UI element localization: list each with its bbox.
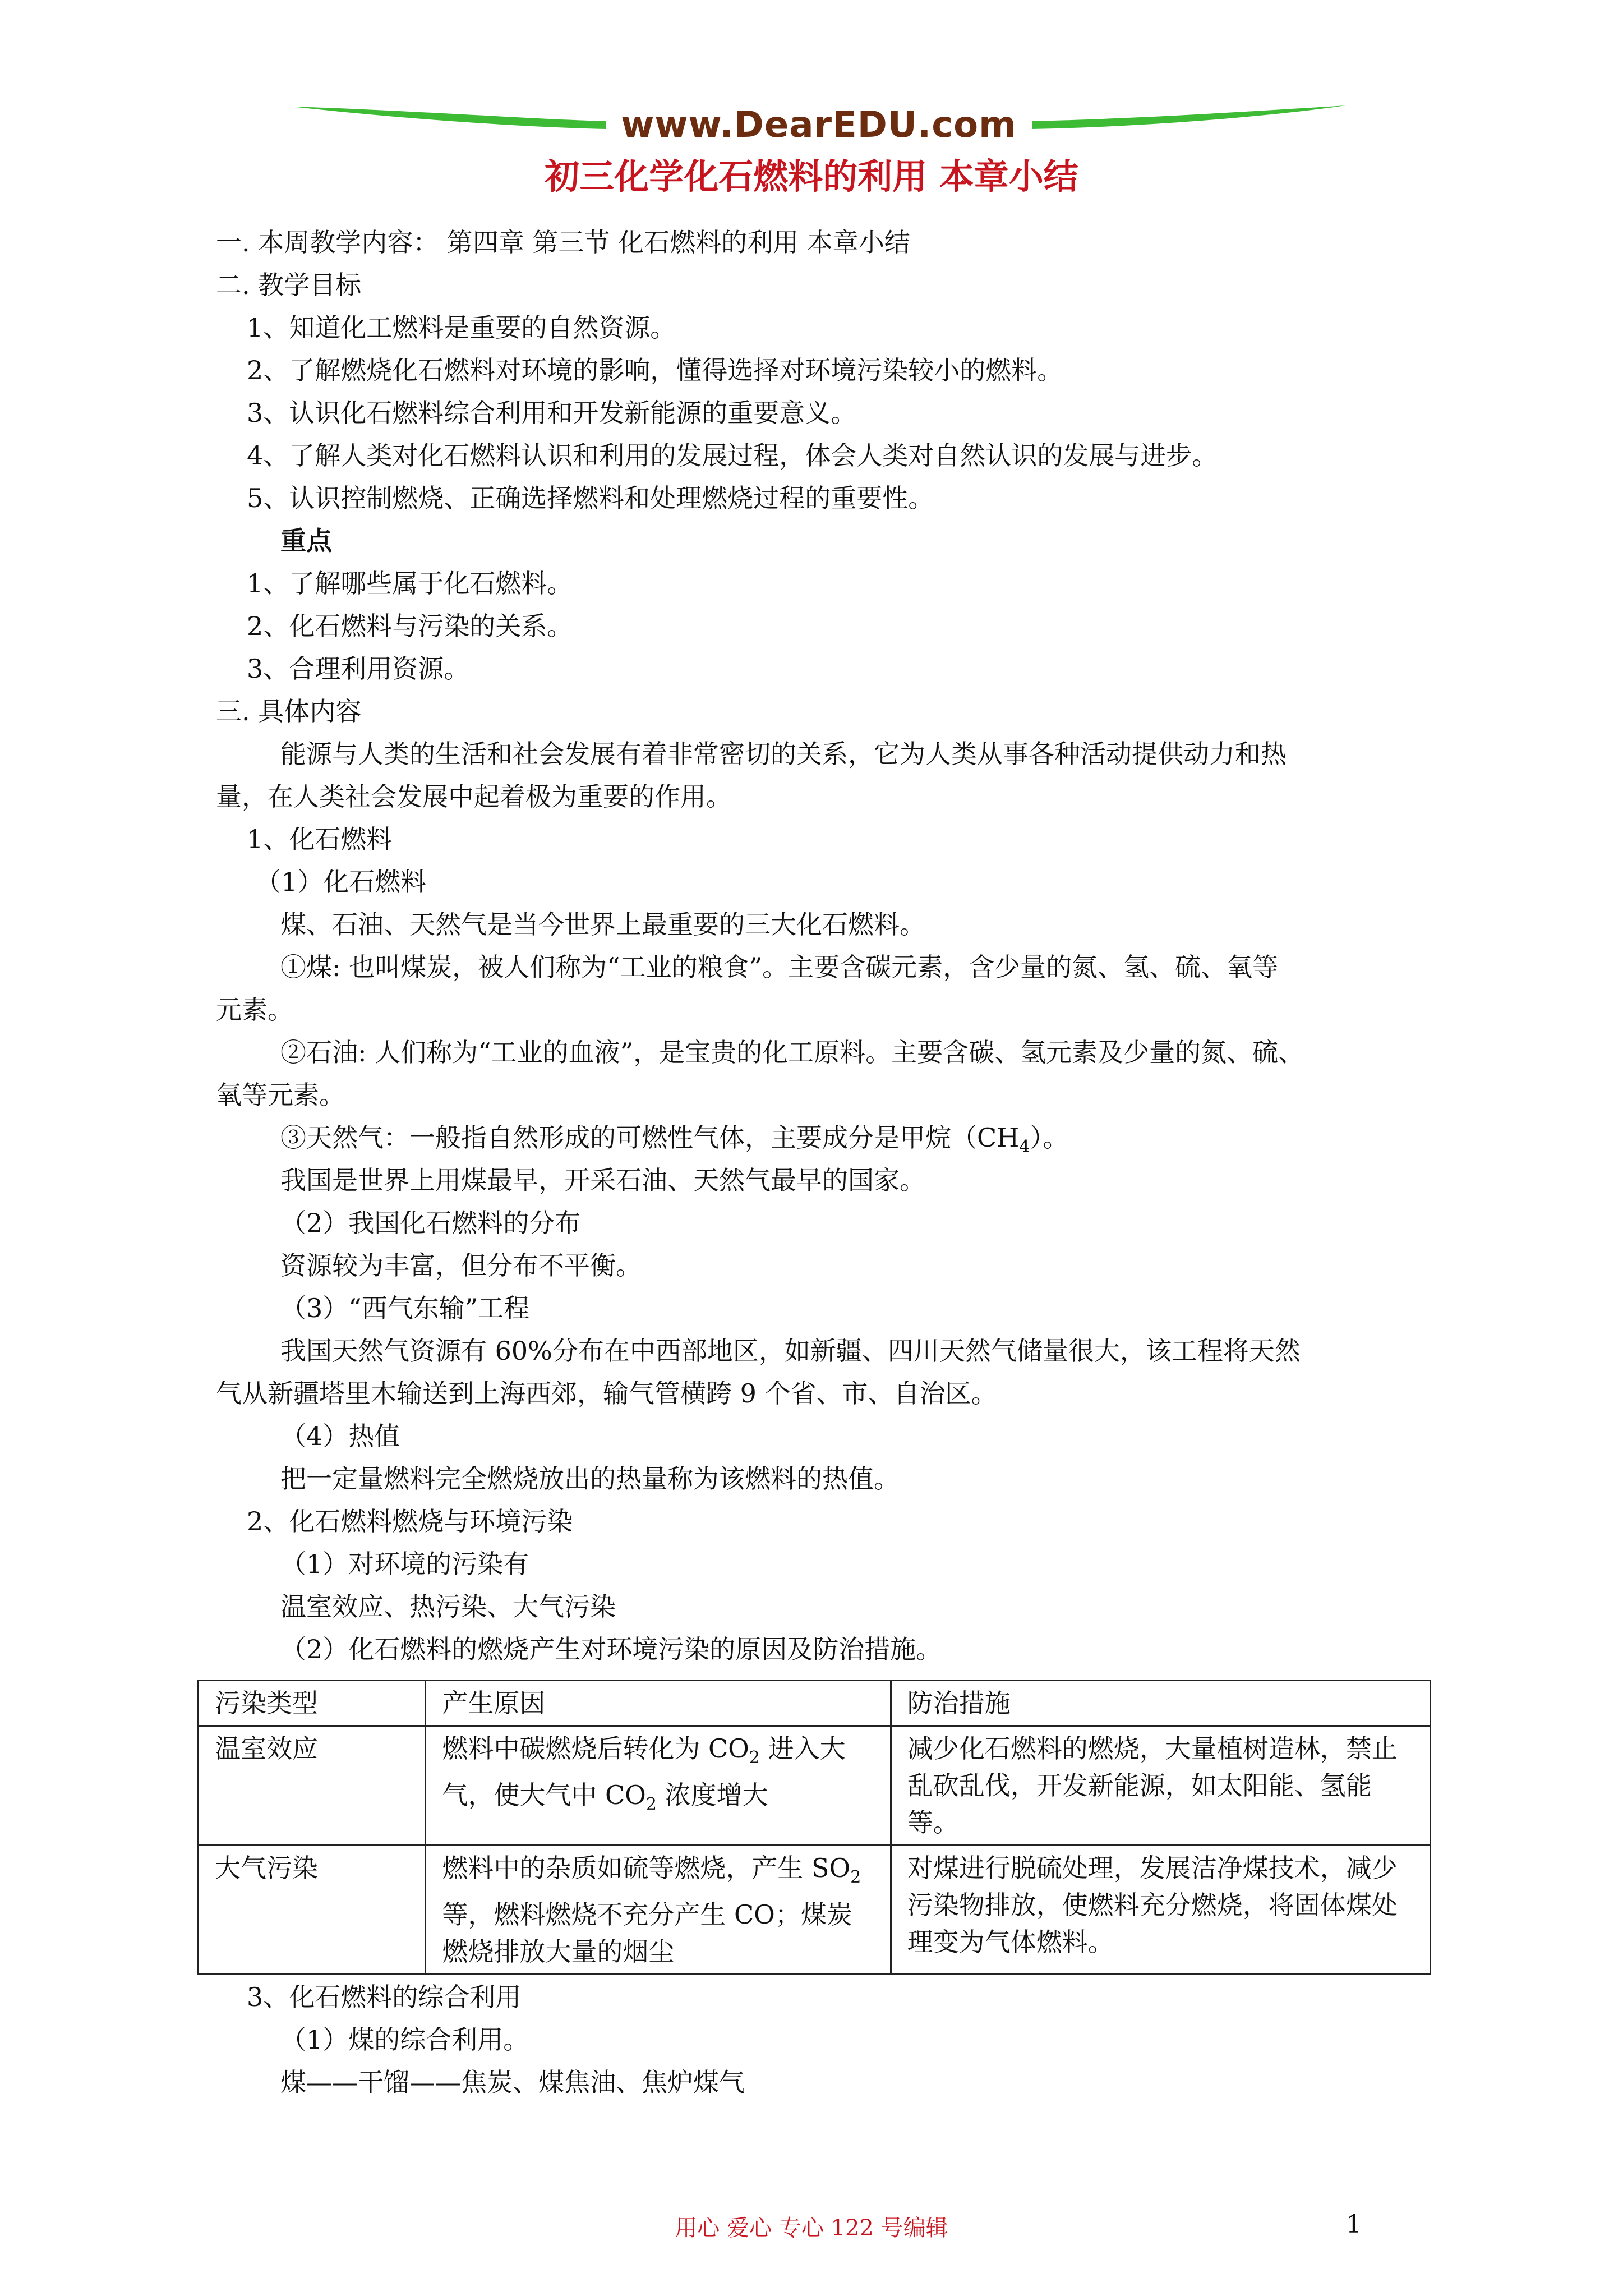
- subscript: 2: [850, 1867, 861, 1888]
- paragraph: 量，在人类社会发展中起着极为重要的作用。: [216, 781, 732, 812]
- site-url[interactable]: www.DearEDU.com: [621, 104, 1017, 146]
- text: 燃料中碳燃烧后转化为 CO: [442, 1733, 749, 1764]
- goal-item: 4、了解人类对化石燃料认识和利用的发展过程，体会人类对自然认识的发展与进步。: [247, 440, 1218, 471]
- table-row: [199, 1726, 1431, 1846]
- section-2-heading: 二. 教学目标: [216, 270, 362, 300]
- paragraph: 把一定量燃料完全燃烧放出的热量称为该燃料的热值。: [280, 1464, 900, 1494]
- paragraph: 煤、石油、天然气是当今世界上最重要的三大化石燃料。: [280, 909, 925, 940]
- paragraph: 元素。: [216, 995, 293, 1025]
- table-cell: 大气污染: [199, 1846, 426, 1975]
- table-header-row: [199, 1681, 1431, 1726]
- subheading: （2）化石燃料的燃烧产生对环境污染的原因及防治措施。: [280, 1634, 942, 1664]
- goal-item: 3、认识化石燃料综合利用和开发新能源的重要意义。: [247, 398, 857, 428]
- subscript: 2: [645, 1795, 657, 1815]
- paragraph: 气从新疆塔里木输送到上海西郊，输气管横跨 9 个省、市、自治区。: [216, 1378, 997, 1409]
- paragraph: 我国天然气资源有 60%分布在中西部地区，如新疆、四川天然气储量很大，该工程将天然: [280, 1336, 1301, 1366]
- table-row: [199, 1846, 1431, 1975]
- paragraph: 能源与人类的生活和社会发展有着非常密切的关系，它为人类从事各种活动提供动力和热: [280, 739, 1287, 769]
- page-number: 1: [1346, 2210, 1362, 2239]
- table-cell: 温室效应: [199, 1726, 426, 1846]
- paragraph: 资源较为丰富，但分布不平衡。: [280, 1250, 642, 1281]
- subheading: （1）化石燃料: [255, 867, 427, 897]
- table-cell: [426, 1726, 891, 1846]
- table-cell: 减少化石燃料的燃烧，大量植树造林，禁止乱砍乱伐，开发新能源，如太阳能、氢能等。: [891, 1726, 1430, 1846]
- key-item: 3、合理利用资源。: [247, 654, 470, 684]
- text: ③天然气：一般指自然形成的可燃性气体，主要成分是甲烷（CH: [280, 1122, 1020, 1153]
- paragraph: ①煤: 也叫煤炭，被人们称为“工业的粮食”。主要含碳元素，含少量的氮、氢、硫、氧等: [280, 952, 1279, 982]
- site-banner: [292, 94, 1346, 156]
- paragraph: ②石油: 人们称为“工业的血液”，是宝贵的化工原料。主要含碳、氢元素及少量的氮、硫、: [280, 1037, 1304, 1068]
- table-cell: [426, 1846, 891, 1975]
- page-title: 初三化学化石燃料的利用 本章小结: [545, 156, 1078, 197]
- goal-item: 2、了解燃烧化石燃料对环境的影响，懂得选择对环境污染较小的燃料。: [247, 355, 1063, 385]
- key-points-heading: 重点: [280, 526, 332, 556]
- key-item: 1、了解哪些属于化石燃料。: [247, 568, 573, 599]
- subheading: （1）煤的综合利用。: [280, 2024, 529, 2055]
- subscript: 4: [1019, 1137, 1030, 1157]
- text: 等，燃料燃烧不充分产生 CO；煤炭燃烧排放大量的烟尘: [442, 1899, 852, 1967]
- table-header-cell: 产生原因: [426, 1681, 891, 1726]
- text: ）。: [1030, 1122, 1069, 1153]
- table-cell: 对煤进行脱硫处理，发展洁净煤技术，减少污染物排放，使燃料充分燃烧，将固体煤处理变为气体燃料。: [891, 1846, 1430, 1975]
- subheading: 1、化石燃料: [247, 824, 393, 854]
- subheading: 3、化石燃料的综合利用: [247, 1982, 522, 2012]
- goal-item: 1、知道化工燃料是重要的自然资源。: [247, 312, 676, 343]
- pollution-table: [197, 1680, 1431, 1975]
- paragraph: 我国是世界上用煤最早，开采石油、天然气最早的国家。: [280, 1165, 925, 1195]
- subscript: 2: [749, 1748, 760, 1768]
- section-3-heading: 三. 具体内容: [216, 696, 362, 726]
- table-header-cell: 污染类型: [199, 1681, 426, 1726]
- text: 进入大气，使大气中 CO: [442, 1733, 846, 1811]
- subheading: （4）热值: [280, 1421, 400, 1451]
- footer-text: 用心 爱心 专心 122 号编辑: [675, 2215, 948, 2241]
- subheading: （2）我国化石燃料的分布: [280, 1208, 581, 1238]
- text: 燃料中的杂质如硫等燃烧，产生 SO: [442, 1853, 851, 1883]
- section-1-heading: 一. 本周教学内容： 第四章 第三节 化石燃料的利用 本章小结: [216, 227, 910, 257]
- paragraph: 温室效应、热污染、大气污染: [280, 1591, 616, 1622]
- text: 浓度增大: [656, 1780, 768, 1811]
- paragraph: 煤——干馏——焦炭、煤焦油、焦炉煤气: [280, 2067, 745, 2097]
- paragraph: 氧等元素。: [216, 1080, 345, 1110]
- paragraph: [280, 1121, 1068, 1164]
- subheading: （3）“西气东输”工程: [280, 1293, 530, 1323]
- goal-item: 5、认识控制燃烧、正确选择燃料和处理燃烧过程的重要性。: [247, 483, 934, 513]
- subheading: （1）对环境的污染有: [280, 1549, 529, 1579]
- table-header-cell: 防治措施: [891, 1681, 1430, 1726]
- key-item: 2、化石燃料与污染的关系。: [247, 611, 573, 641]
- subheading: 2、化石燃料燃烧与环境污染: [247, 1506, 573, 1536]
